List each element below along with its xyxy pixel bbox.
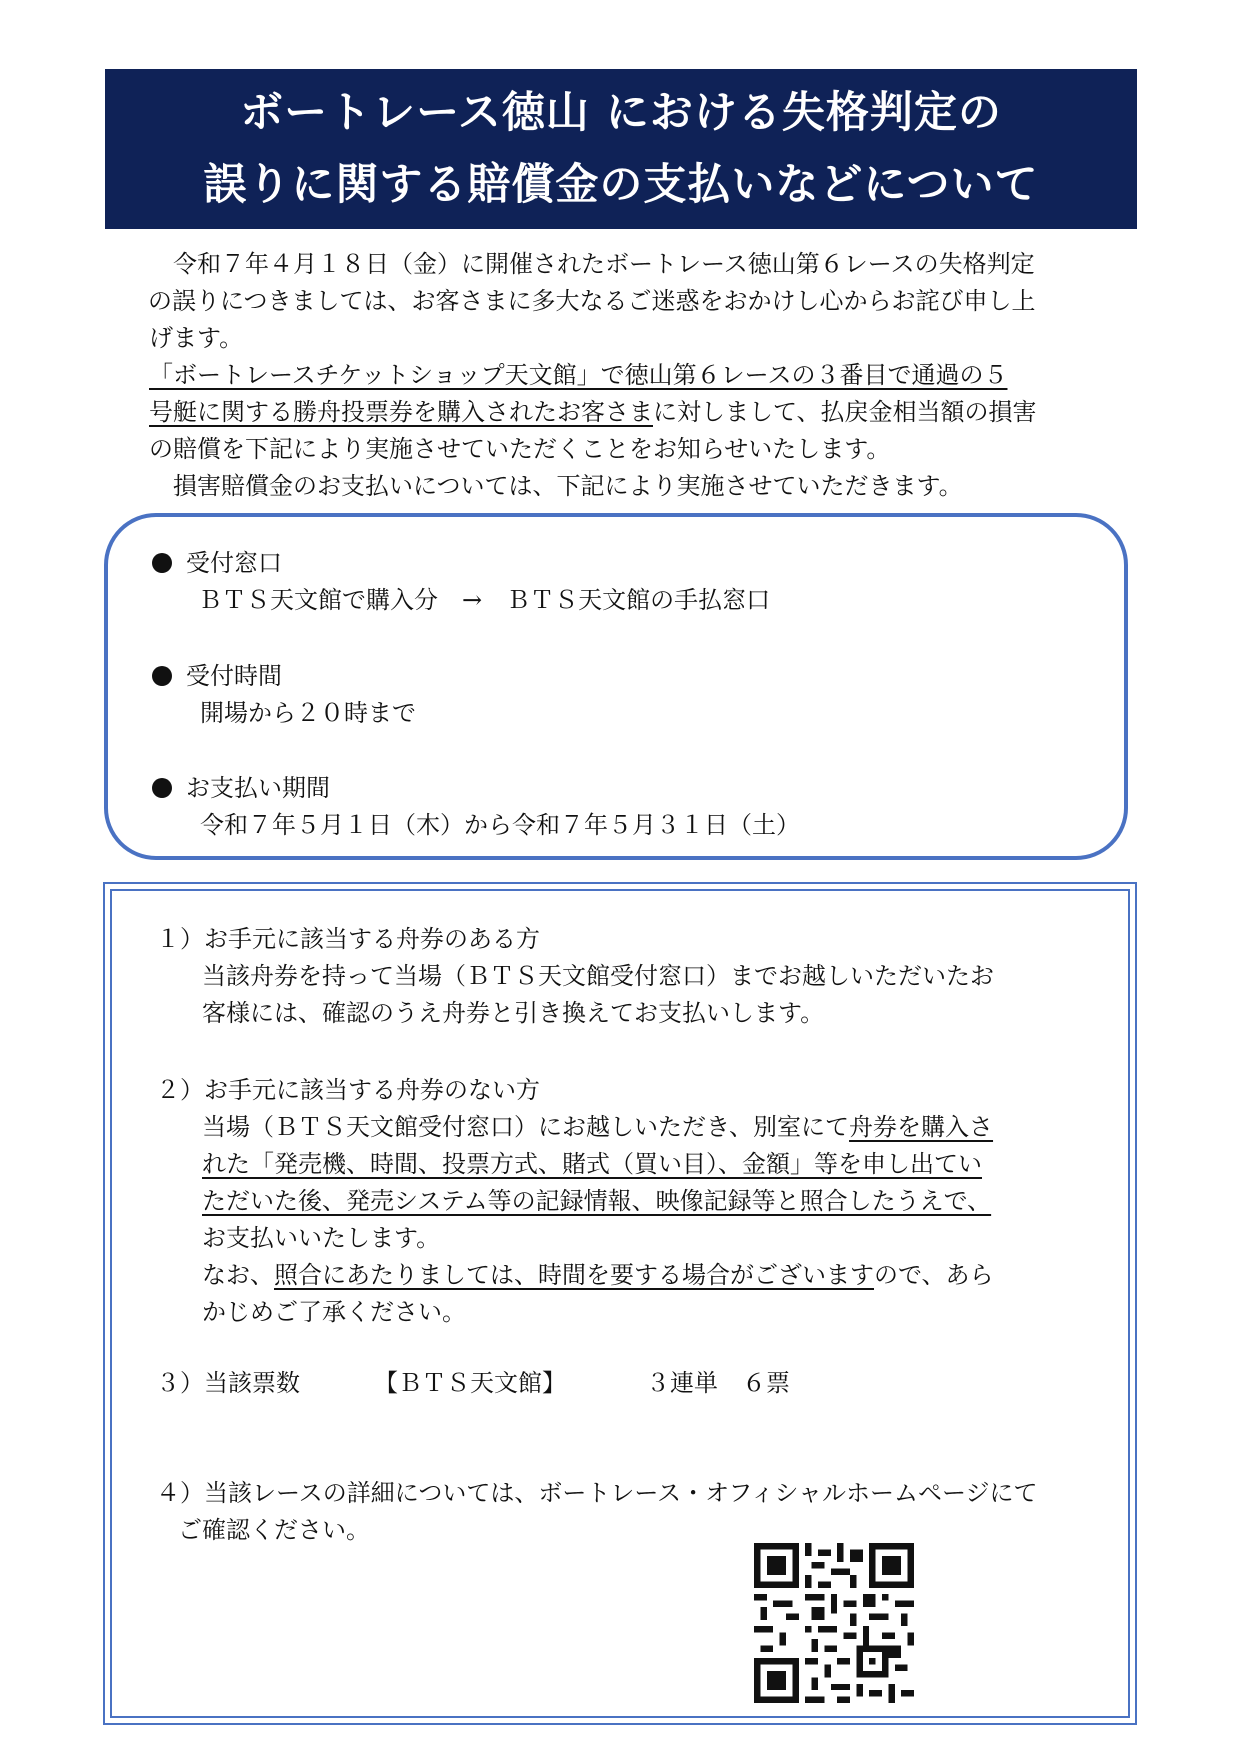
item-2-line-5-text-a: なお、 bbox=[202, 1261, 274, 1289]
page-title-banner bbox=[105, 69, 1137, 229]
intro-payment-line: 損害賠償金のお支払いについては、下記により実施させていただきます。 bbox=[173, 472, 963, 500]
item-2-line-4: お支払いいたします。 bbox=[202, 1224, 441, 1252]
info-window-section bbox=[152, 545, 770, 619]
item-2-line-5-text-b: ので、あら bbox=[874, 1261, 994, 1289]
details-frame bbox=[103, 882, 1137, 1725]
item-2-heading: ２）お手元に該当する舟券のない方 bbox=[156, 1076, 540, 1104]
item-1-heading: １）お手元に該当する舟券のある方 bbox=[156, 925, 540, 953]
intro-notice-line-3: の賠償を下記により実施させていただくことをお知らせいたします。 bbox=[149, 435, 891, 463]
intro-apology-line-3: げます。 bbox=[149, 324, 244, 352]
intro-notice-underlined: 号艇に関する勝舟投票券を購入されたお客さま bbox=[149, 398, 653, 426]
info-hours-section bbox=[152, 658, 416, 732]
info-hours-text: 開場から２０時まで bbox=[200, 699, 416, 727]
info-period-heading bbox=[152, 770, 800, 807]
item-1 bbox=[156, 921, 1106, 1032]
item-2-line-1 bbox=[156, 1109, 1106, 1146]
item-2-line-1-underlined: 舟券を購入さ bbox=[849, 1113, 994, 1141]
bullet-icon bbox=[152, 666, 172, 686]
intro-text bbox=[149, 246, 1099, 505]
info-period-text: 令和７年５月１日（木）から令和７年５月３１日（土） bbox=[200, 811, 800, 839]
item-2 bbox=[156, 1072, 1106, 1331]
info-hours-heading-text: 受付時間 bbox=[186, 662, 282, 690]
item-3-label: ３）当該票数 bbox=[156, 1369, 300, 1397]
item-2-line-1-text: 当場（ＢＴＳ天文館受付窓口）にお越しいただき、別室にて bbox=[202, 1113, 850, 1141]
item-1-line-2: 客様には、確認のうえ舟券と引き換えてお支払いします。 bbox=[202, 999, 825, 1027]
item-2-line-2-underlined: れた「発売機、時間、投票方式、賭式（買い目）、金額」等を申し出てい bbox=[202, 1150, 982, 1178]
bullet-icon bbox=[152, 778, 172, 798]
intro-apology-line-1: 令和７年４月１８日（金）に開催されたボートレース徳山第６レースの失格判定 bbox=[173, 250, 1035, 278]
item-2-line-5-underlined: 照合にあたりましては、時間を要する場合がございます bbox=[274, 1261, 874, 1289]
intro-notice-line-2 bbox=[149, 394, 1099, 431]
item-2-line-3 bbox=[156, 1183, 1106, 1220]
item-2-line-6: かじめご了承ください。 bbox=[202, 1298, 466, 1326]
info-window-text: ＢＴＳ天文館で購入分 → ＢＴＳ天文館の手払窓口 bbox=[198, 586, 771, 614]
item-2-line-2 bbox=[156, 1146, 1106, 1183]
item-3-count: ３連単 ６票 bbox=[646, 1369, 790, 1397]
bullet-icon bbox=[152, 553, 172, 573]
info-period-heading-text: お支払い期間 bbox=[186, 774, 330, 802]
item-1-line-1: 当該舟券を持って当場（ＢＴＳ天文館受付窓口）までお越しいただいたお bbox=[202, 962, 994, 990]
info-window-heading bbox=[152, 545, 770, 582]
intro-notice-rest: に対しまして、払戻金相当額の損害 bbox=[653, 398, 1037, 426]
info-hours-heading bbox=[152, 658, 416, 695]
item-2-line-3-underlined: ただいた後、発売システム等の記録情報、映像記録等と照合したうえで、 bbox=[202, 1187, 992, 1215]
info-period-section bbox=[152, 770, 800, 844]
item-4 bbox=[156, 1475, 1106, 1549]
item-4-line-2: ご確認ください。 bbox=[178, 1516, 370, 1544]
intro-notice-line-1: 「ボートレースチケットショップ天文館」で徳山第６レースの３番目で通過の５ bbox=[149, 361, 1008, 389]
info-window-heading-text: 受付窓口 bbox=[186, 549, 282, 577]
page-title-line-1: ボートレース徳山 における失格判定の bbox=[240, 88, 1002, 138]
qr-code-icon[interactable] bbox=[754, 1543, 914, 1703]
page-title-line-2: 誤りに関する賠償金の支払いなどについて bbox=[203, 160, 1039, 210]
info-box bbox=[104, 513, 1128, 860]
item-3 bbox=[156, 1365, 1106, 1402]
item-2-line-5 bbox=[156, 1257, 1106, 1294]
item-3-venue: 【ＢＴＳ天文館】 bbox=[374, 1369, 566, 1397]
item-4-line-1: ４）当該レースの詳細については、ボートレース・オフィシャルホームページにて bbox=[156, 1479, 1038, 1507]
details-inner-frame bbox=[110, 889, 1130, 1718]
intro-apology-line-2: の誤りにつきましては、お客さまに多大なるご迷惑をおかけし心からお詫び申し上 bbox=[148, 287, 1036, 315]
